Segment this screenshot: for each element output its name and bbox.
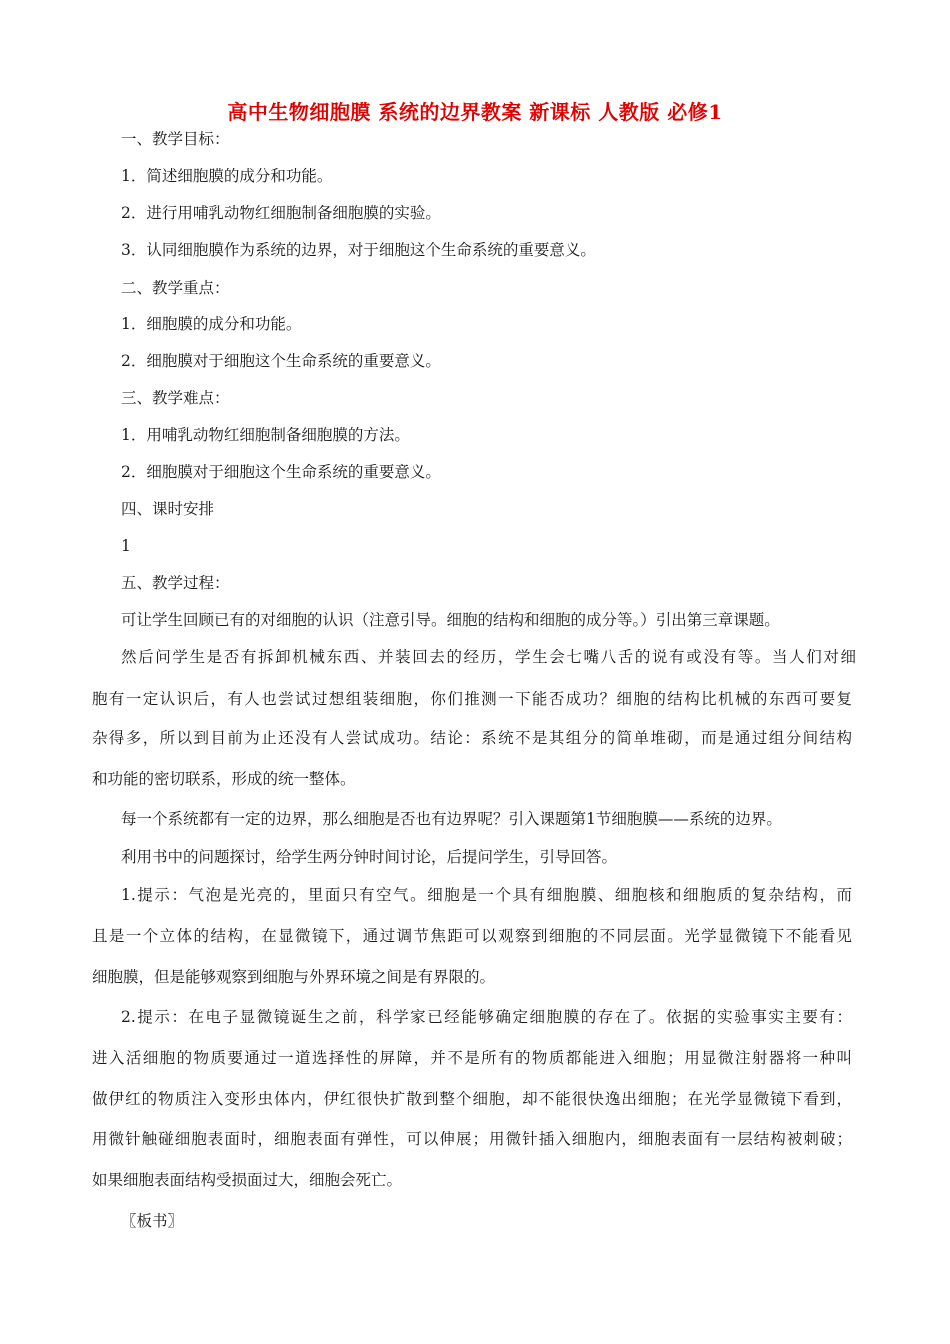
section-heading-objectives: 一、教学目标： — [121, 130, 230, 148]
paragraph: 胞有一定认识后，有人也尝试过想组装细胞，你们推测一下能否成功？细胞的结构比机械的东西可要复 — [92, 690, 852, 708]
paragraph: 且是一个立体的结构，在显微镜下，通过调节焦距可以观察到细胞的不同层面。光学显微镜下不能看见 — [92, 927, 852, 945]
blackboard-label: 〖板书〗 — [121, 1212, 184, 1230]
paragraph: 可让学生回顾已有的对细胞的认识（注意引导。细胞的结构和细胞的成分等。）引出第三章课题。 — [121, 611, 780, 629]
paragraph: 细胞膜，但是能够观察到细胞与外界环境之间是有界限的。 — [92, 968, 496, 986]
paragraph: 和功能的密切联系，形成的统一整体。 — [92, 770, 356, 788]
paragraph: 1．简述细胞膜的成分和功能。 — [121, 167, 333, 185]
paragraph: 杂得多，所以到目前为止还没有人尝试成功。结论：系统不是其组分的简单堆砌，而是通过组分间结构 — [92, 729, 852, 747]
section-heading-difficulties: 三、教学难点： — [121, 389, 230, 407]
paragraph: 2．细胞膜对于细胞这个生命系统的重要意义。 — [121, 352, 441, 370]
paragraph: 如果细胞表面结构受损面过大，细胞会死亡。 — [92, 1171, 403, 1189]
paragraph: 2．进行用哺乳动物红细胞制备细胞膜的实验。 — [121, 204, 441, 222]
paragraph: 进入活细胞的物质要通过一道选择性的屏障，并不是所有的物质都能进入细胞；用显微注射器将一种叫 — [92, 1049, 852, 1067]
paragraph: 做伊红的物质注入变形虫体内，伊红很快扩散到整个细胞，却不能很快逸出细胞；在光学显微镜下看到， — [92, 1090, 852, 1108]
section-heading-process: 五、教学过程： — [121, 574, 230, 592]
paragraph: 2．细胞膜对于细胞这个生命系统的重要意义。 — [121, 463, 441, 481]
paragraph: 1．用哺乳动物红细胞制备细胞膜的方法。 — [121, 426, 410, 444]
paragraph: 用微针触碰细胞表面时，细胞表面有弹性，可以伸展；用微针插入细胞内，细胞表面有一层结构被刺破； — [92, 1130, 852, 1148]
paragraph: 每一个系统都有一定的边界，那么细胞是否也有边界呢？引入课题第1节细胞膜——系统的边界。 — [121, 810, 782, 828]
paragraph: 利用书中的问题探讨，给学生两分钟时间讨论，后提问学生，引导回答。 — [121, 848, 618, 866]
paragraph: 然后问学生是否有拆卸机械东西、并装回去的经历，学生会七嘴八舌的说有或没有等。当人们对细 — [121, 648, 856, 666]
document-title: 高中生物细胞膜 系统的边界教案 新课标 人教版 必修1 — [227, 100, 723, 124]
section-heading-schedule: 四、课时安排 — [121, 500, 215, 518]
paragraph: 1.提示：气泡是光亮的，里面只有空气。细胞是一个具有细胞膜、细胞核和细胞质的复杂结构，而 — [121, 886, 852, 904]
paragraph: 1．细胞膜的成分和功能。 — [121, 315, 302, 333]
paragraph: 2.提示：在电子显微镜诞生之前，科学家已经能够确定细胞膜的存在了。依据的实验事实主要有： — [121, 1008, 852, 1026]
paragraph: 3．认同细胞膜作为系统的边界，对于细胞这个生命系统的重要意义。 — [121, 241, 596, 259]
section-heading-key-points: 二、教学重点： — [121, 279, 230, 297]
paragraph: 1 — [121, 537, 131, 555]
